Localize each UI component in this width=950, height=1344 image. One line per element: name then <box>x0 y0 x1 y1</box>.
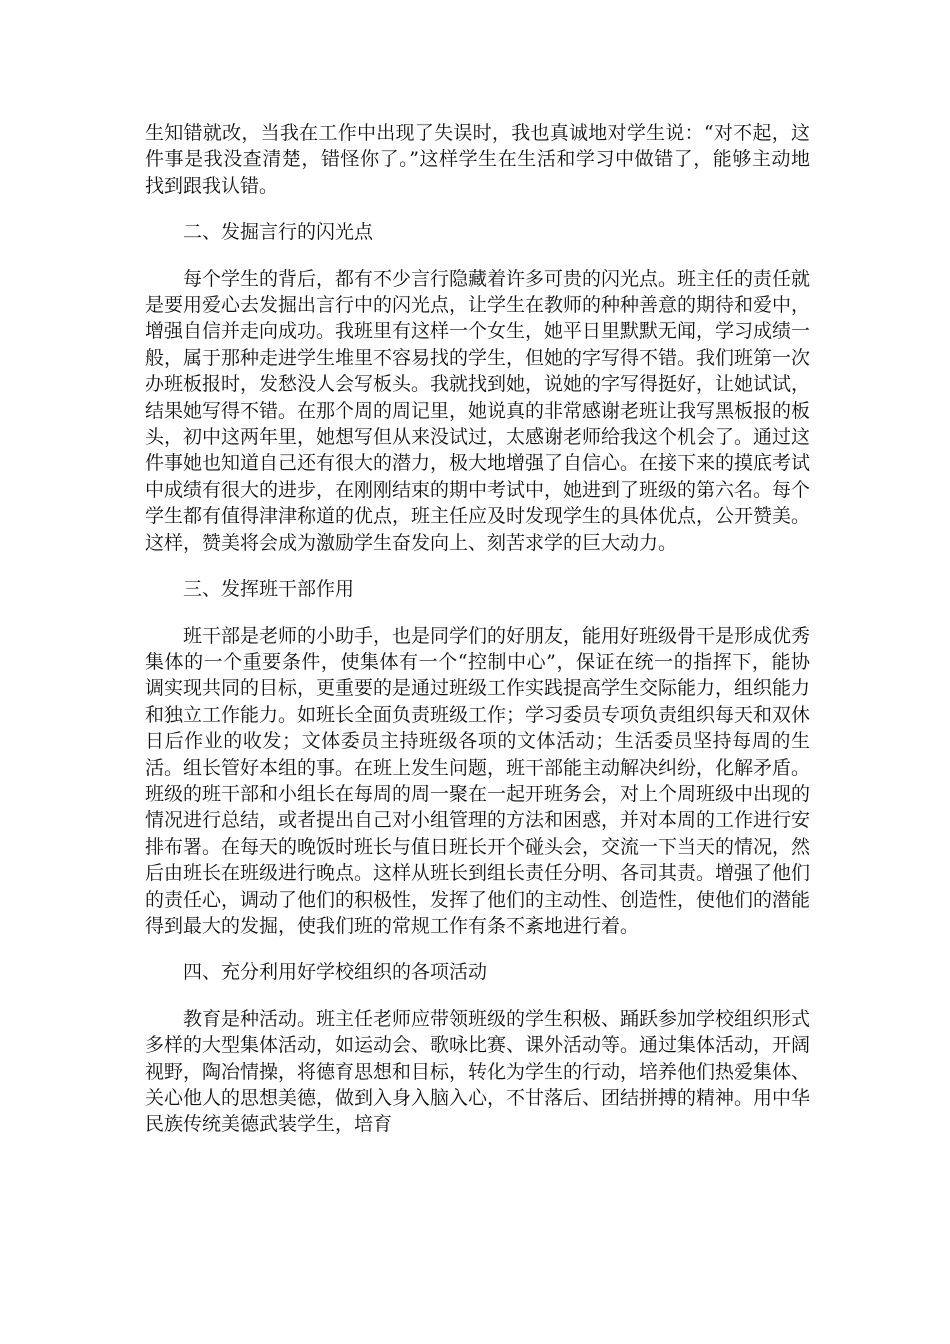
document-page <box>145 120 810 1138</box>
section-heading-3: 三、发挥班干部作用 <box>183 578 355 601</box>
section-paragraph-3: 班干部是老师的小助手，也是同学们的好朋友，能用好班级骨干是形成优秀集体的一个重要条件，使集体有一个“控制中心”，保证在统一的指挥下，能协调实现共同的目标，更重要的是通过班级工作实践提高学生交际能力，组织能力和独立工作能力。如班长全面负责班级工作；学习委员专项负责组织每天和双休日后作业的收发；文体委员主持班级各项的文体活动；生活委员坚持每周的生活。组长管好本组的事。在班上发生问题，班干部能主动解决纠纷，化解矛盾。班级的班干部和小组长在每周的周一聚在一起开班务会，对上个周班级中出现的情况进行总结，或者提出自己对小组管理的方法和困惑，并对本周的工作进行安排布署。在每天的晚饭时班长与值日班长开个碰头会，交流一下当天的情况，然后由班长在班级进行晚点。这样从班长到组长责任分明、各司其责。增强了他们的责任心，调动了他们的积极性，发挥了他们的主动性、创造性，使他们的潜能得到最大的发掘，使我们班的常规工作有条不紊地进行着。 <box>145 624 811 937</box>
intro-paragraph: 生知错就改，当我在工作中出现了失误时，我也真诚地对学生说：“对不起，这件事是我没查清楚，错怪你了。”这样学生在生活和学习中做错了，能够主动地找到跟我认错。 <box>145 122 810 197</box>
section-heading-4: 四、充分利用好学校组织的各项活动 <box>183 961 488 984</box>
section-heading-2: 二、发掘言行的闪光点 <box>183 221 374 244</box>
section-paragraph-2: 每个学生的背后，都有不少言行隐藏着许多可贵的闪光点。班主任的责任就是要用爱心去发掘出言行中的闪光点，让学生在教师的种种善意的期待和爱中，增强自信并走向成功。我班里有这样一个女生，她平日里默默无闻，学习成绩一般，属于那种走进学生堆里不容易找的学生，但她的字写得不错。我们班第一次办班板报时，发愁没人会写板头。我就找到她，说她的字写得挺好，让她试试，结果她写得不错。在那个周的周记里，她说真的非常感谢老班让我写黑板报的板头，初中这两年里，她想写但从来没试过，太感谢老师给我这个机会了。通过这件事她也知道自己还有很大的潜力，极大地增强了自信心。在接下来的摸底考试中成绩有很大的进步，在刚刚结束的期中考试中，她进到了班级的第六名。每个学生都有值得津津称道的优点，班主任应及时发现学生的具体优点，公开赞美。这样，赞美将会成为激励学生奋发向上、刻苦求学的巨大动力。 <box>145 267 811 554</box>
section-paragraph-4: 教育是种活动。班主任老师应带领班级的学生积极、踊跃参加学校组织形式多样的大型集体活动，如运动会、歌咏比赛、课外活动等。通过集体活动，开阔视野，陶冶情操，将德育思想和目标，转化为学生的行动，培养他们热爱集体、关心他人的思想美德，做到入身入脑入心，不甘落后、团结拼搏的精神。用中华民族传统美德武装学生，培育 <box>145 1007 811 1136</box>
